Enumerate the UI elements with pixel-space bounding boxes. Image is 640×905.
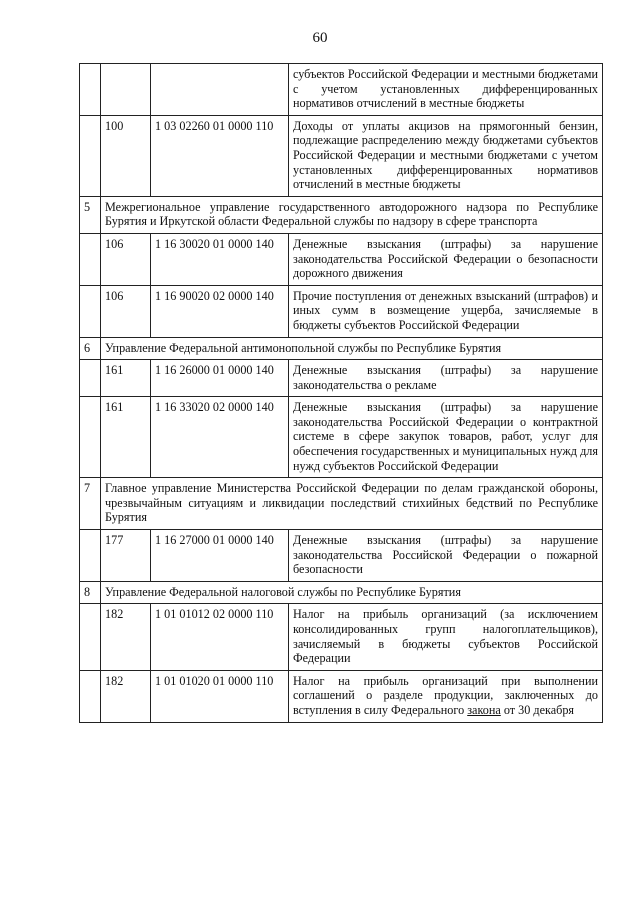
budget-code-cell: 1 16 27000 01 0000 140 xyxy=(151,530,289,582)
revenue-name-cell: Денежные взыскания (штрафы) за нарушение законодательства Российской Федерации о пожарной безопасности xyxy=(289,530,603,582)
section-title: Главное управление Министерства Российской Федерации по делам гражданской обороны, чрезвычайным ситуациям и ликвидации последствий стихийных бедствий по Республике Бурятия xyxy=(101,478,603,530)
row-number-cell xyxy=(80,360,101,397)
table-row xyxy=(80,670,603,722)
section-number: 7 xyxy=(80,478,101,530)
section-title: Управление Федеральной антимонопольной службы по Республике Бурятия xyxy=(101,337,603,360)
budget-code-cell: 1 01 01012 02 0000 110 xyxy=(151,604,289,670)
table-row xyxy=(80,64,603,116)
row-number-cell xyxy=(80,397,101,478)
page-number: 60 xyxy=(312,30,328,46)
budget-code-cell: 1 16 33020 02 0000 140 xyxy=(151,397,289,478)
section-number: 5 xyxy=(80,196,101,233)
section-row xyxy=(80,581,603,604)
revenue-name-cell xyxy=(289,670,603,722)
admin-code-cell: 100 xyxy=(101,115,151,196)
table-row xyxy=(80,115,603,196)
row-number-cell xyxy=(80,670,101,722)
section-number: 6 xyxy=(80,337,101,360)
revenue-name-cell: Налог на прибыль организаций (за исключением консолидированных групп налогоплательщиков), зачисляемый в бюджеты субъектов Российской Федерации xyxy=(289,604,603,670)
table-row xyxy=(80,285,603,337)
revenue-name-cell: Денежные взыскания (штрафы) за нарушение законодательства о рекламе xyxy=(289,360,603,397)
revenue-name-cell: Доходы от уплаты акцизов на прямогонный бензин, подлежащие распределению между бюджетами субъектов Российской Федерации и местными бюджетами с учетом установленных дифференцированных нормативов отчислений в местные бюджеты xyxy=(289,115,603,196)
row-number-cell xyxy=(80,285,101,337)
section-title: Межрегиональное управление государственного автодорожного надзора по Республике Бурятия и Иркутской области Федеральной службы по надзору в сфере транспорта xyxy=(101,196,603,233)
row-number-cell xyxy=(80,530,101,582)
section-row xyxy=(80,337,603,360)
admin-code-cell: 161 xyxy=(101,360,151,397)
revenue-name-cell: Денежные взыскания (штрафы) за нарушение законодательства Российской Федерации о контрактной системе в сфере закупок товаров, работ, услуг для обеспечения государственных и муниципальных нужд для нужд субъектов Российской Федерации xyxy=(289,397,603,478)
admin-code-cell xyxy=(101,64,151,116)
budget-code-cell: 1 16 26000 01 0000 140 xyxy=(151,360,289,397)
table-row xyxy=(80,604,603,670)
table-row xyxy=(80,360,603,397)
row-number-cell xyxy=(80,233,101,285)
admin-code-cell: 161 xyxy=(101,397,151,478)
budget-code-cell: 1 03 02260 01 0000 110 xyxy=(151,115,289,196)
row-number-cell xyxy=(80,64,101,116)
row-number-cell xyxy=(80,115,101,196)
revenue-sources-table xyxy=(79,63,603,723)
budget-code-cell xyxy=(151,64,289,116)
admin-code-cell: 106 xyxy=(101,233,151,285)
admin-code-cell: 182 xyxy=(101,604,151,670)
admin-code-cell: 177 xyxy=(101,530,151,582)
section-title: Управление Федеральной налоговой службы по Республике Бурятия xyxy=(101,581,603,604)
revenue-name-text-end: от 30 декабря xyxy=(500,702,575,717)
section-row xyxy=(80,478,603,530)
table-row xyxy=(80,397,603,478)
revenue-name-cell: Денежные взыскания (штрафы) за нарушение законодательства Российской Федерации о безопасности дорожного движения xyxy=(289,233,603,285)
admin-code-cell: 106 xyxy=(101,285,151,337)
table-row xyxy=(80,530,603,582)
budget-code-cell: 1 16 90020 02 0000 140 xyxy=(151,285,289,337)
table-row xyxy=(80,233,603,285)
section-number: 8 xyxy=(80,581,101,604)
revenue-name-cell: субъектов Российской Федерации и местными бюджетами с учетом установленных дифференцированных нормативов отчислений в местные бюджеты xyxy=(289,64,603,116)
section-row xyxy=(80,196,603,233)
revenue-name-text: Налог на прибыль организаций при выполнении соглашений о разделе продукции, заключенных до вступления в силу Федерального xyxy=(293,673,598,717)
row-number-cell xyxy=(80,604,101,670)
admin-code-cell: 182 xyxy=(101,670,151,722)
budget-code-cell: 1 16 30020 01 0000 140 xyxy=(151,233,289,285)
revenue-name-cell: Прочие поступления от денежных взысканий (штрафов) и иных сумм в возмещение ущерба, зачисляемые в бюджеты субъектов Российской Федерации xyxy=(289,285,603,337)
budget-code-cell: 1 01 01020 01 0000 110 xyxy=(151,670,289,722)
law-link[interactable]: закона xyxy=(467,702,501,717)
